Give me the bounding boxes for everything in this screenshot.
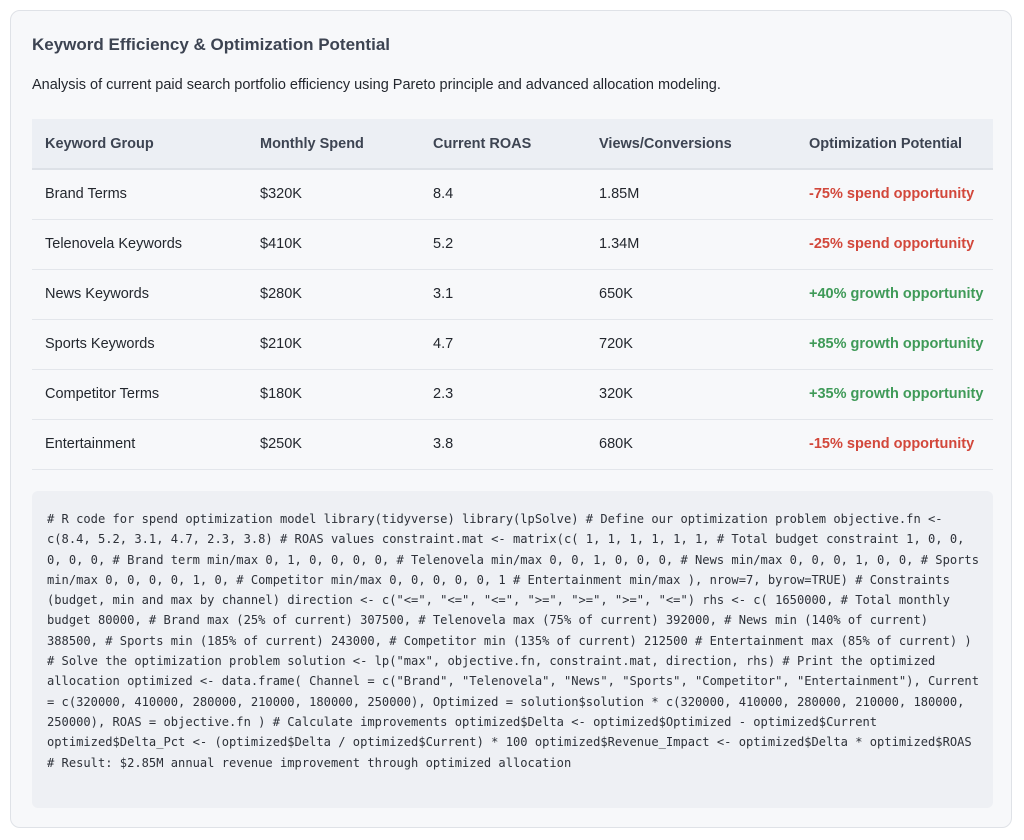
cell-views-conversions: 1.34M — [586, 219, 796, 269]
cell-optimization-potential: +35% growth opportunity — [796, 369, 993, 419]
table-header-row — [32, 119, 993, 169]
header-keyword-group: Keyword Group — [32, 119, 247, 169]
table-body — [32, 169, 993, 469]
cell-monthly-spend: $320K — [247, 169, 420, 219]
table-row — [32, 169, 993, 219]
panel-title: Keyword Efficiency & Optimization Potential — [32, 35, 390, 54]
cell-current-roas: 2.3 — [420, 369, 586, 419]
cell-keyword-group: News Keywords — [32, 269, 247, 319]
cell-views-conversions: 1.85M — [586, 169, 796, 219]
cell-current-roas: 4.7 — [420, 319, 586, 369]
table-header — [32, 119, 993, 169]
table-row — [32, 269, 993, 319]
panel-subtitle: Analysis of current paid search portfolio efficiency using Pareto principle and advanced allocation modeling. — [32, 77, 721, 93]
cell-views-conversions: 320K — [586, 369, 796, 419]
cell-monthly-spend: $410K — [247, 219, 420, 269]
cell-optimization-potential: +85% growth opportunity — [796, 319, 993, 369]
table-row — [32, 419, 993, 469]
cell-keyword-group: Competitor Terms — [32, 369, 247, 419]
table-row — [32, 369, 993, 419]
cell-optimization-potential: -15% spend opportunity — [796, 419, 993, 469]
table-row — [32, 219, 993, 269]
cell-current-roas: 3.1 — [420, 269, 586, 319]
keyword-table — [32, 119, 993, 470]
cell-current-roas: 3.8 — [420, 419, 586, 469]
header-views-conversions: Views/Conversions — [586, 119, 796, 169]
cell-views-conversions: 680K — [586, 419, 796, 469]
table-row — [32, 319, 993, 369]
cell-monthly-spend: $280K — [247, 269, 420, 319]
cell-keyword-group: Brand Terms — [32, 169, 247, 219]
r-code-block: # R code for spend optimization model library(tidyverse) library(lpSolve) # Define our optimization problem objective.fn <- c(8.4, 5.2, 3.1, 4.7, 2.3, 3.8) # ROAS values constraint.mat <- matrix(c( 1, 1, 1, 1, 1, 1, # Total budget constraint 1, 0, 0, 0, 0, 0, # Brand term min/max 0, 1, 0, 0, 0, 0, # Telenovela min/max 0, 0, 1, 0, 0, 0, # News min/max 0, 0, 0, 1, 0, 0, # Sports min/max 0, 0, 0, 0, 1, 0, # Competitor min/max 0, 0, 0, 0, 0, 1 # Entertainment min/max ), nrow=7, byrow=TRUE) # Constraints (budget, min and max by channel) direction <- c("<=", "<=", "<=", ">=", ">=", ">=", "<=") rhs <- c( 1650000, # Total monthly budget 80000, # Brand max (25% of current) 307500, # Telenovela max (75% of current) 392000, # News min (140% of current) 388500, # Sports min (185% of current) 243000, # Competitor min (135% of current) 212500 # Entertainment max (85% of current) ) # Solve the optimization problem solution <- lp("max", objective.fn, constraint.mat, direction, rhs) # Print the optimized allocation optimized <- data.frame( Channel = c("Brand", "Telenovela", "News", "Sports", "Competitor", "Entertainment"), Current = c(320000, 410000, 280000, 210000, 180000, 250000), Optimized = solution$solution * c(320000, 410000, 280000, 210000, 180000, 250000), ROAS = objective.fn ) # Calculate improvements optimized$Delta <- optimized$Optimized - optimized$Current optimized$Delta_Pct <- (optimized$Delta / optimized$Current) * 100 optimized$Revenue_Impact <- optimized$Delta * optimized$ROAS # Result: $2.85M annual revenue improvement through optimized allocation — [32, 491, 993, 808]
cell-keyword-group: Sports Keywords — [32, 319, 247, 369]
cell-views-conversions: 720K — [586, 319, 796, 369]
keyword-efficiency-panel — [10, 10, 1012, 828]
cell-monthly-spend: $250K — [247, 419, 420, 469]
cell-monthly-spend: $210K — [247, 319, 420, 369]
cell-optimization-potential: -25% spend opportunity — [796, 219, 993, 269]
header-monthly-spend: Monthly Spend — [247, 119, 420, 169]
cell-monthly-spend: $180K — [247, 369, 420, 419]
cell-current-roas: 8.4 — [420, 169, 586, 219]
header-optimization-potential: Optimization Potential — [796, 119, 993, 169]
cell-current-roas: 5.2 — [420, 219, 586, 269]
cell-views-conversions: 650K — [586, 269, 796, 319]
cell-keyword-group: Entertainment — [32, 419, 247, 469]
cell-optimization-potential: -75% spend opportunity — [796, 169, 993, 219]
cell-keyword-group: Telenovela Keywords — [32, 219, 247, 269]
cell-optimization-potential: +40% growth opportunity — [796, 269, 993, 319]
header-current-roas: Current ROAS — [420, 119, 586, 169]
